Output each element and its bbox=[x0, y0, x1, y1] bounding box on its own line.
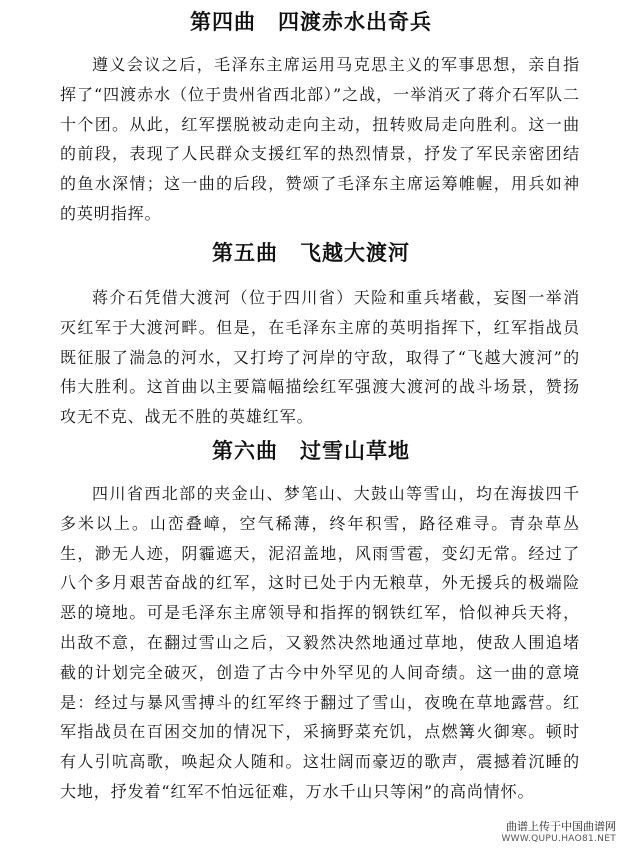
footer-source-text: 曲谱上传于中国曲谱网 bbox=[506, 820, 616, 833]
section-paragraph-5: 蒋介石凭借大渡河（位于四川省）天险和重兵堵截，妄图一举消灭红军于大渡河畔。但是，在毛泽东主席的英明指挥下，红军指战员既征服了湍急的河水，又打垮了河岸的守敌，取得了“飞越大渡河”的伟大胜利。这首曲以主要篇幅描绘红军强渡大渡河的战斗场景，赞扬攻无不克、战无不胜的英雄红军。 bbox=[60, 288, 580, 427]
footer-url-link[interactable]: WWW.QUPU.HAO81.NET bbox=[501, 834, 616, 844]
section-paragraph-4: 遵义会议之后，毛泽东主席运用马克思主义的军事思想，亲自指挥了“四渡赤水（位于贵州省西北部）”之战，一举消灭了蒋介石军队二十个团。从此，红军摆脱被动走向主动，扭转败局走向胜利。这一曲的前段，表现了人民群众支援红军的热烈情景，抒发了军民亲密团结的鱼水深情；这一曲的后段，赞颂了毛泽东主席运筹帷幄，用兵如神的英明指挥。 bbox=[60, 55, 580, 223]
footer-watermark bbox=[501, 821, 616, 845]
section-heading-4: 第四曲 四渡赤水出奇兵 bbox=[190, 10, 432, 34]
section-paragraph-6: 四川省西北部的夹金山、梦笔山、大鼓山等雪山，均在海拔四千多米以上。山峦叠嶂，空气稀薄，终年积雪，路径难寻。青杂草丛生，渺无人迹，阴霾遮天，泥沼盖地，风雨雪雹，变幻无常。经过了八个多月艰苦奋战的红军，这时已处于内无粮草，外无援兵的极端险恶的境地。可是毛泽东主席领导和指挥的钢铁红军，恰似神兵天将，出敌不意，在翻过雪山之后，又毅然决然地通过草地，使敌人围追堵截的计划完全破灭，创造了古今中外罕见的人间奇绩。这一曲的意境是：经过与暴风雪搏斗的红军终于翻过了雪山，夜晚在草地露营。红军指战员在百困交加的情况下，采摘野菜充饥，点燃篝火御寒。顿时有人引吭高歌，唤起众人随和。这壮阔而豪迈的歌声，震撼着沉睡的大地，抒发着“红军不怕远征难，万水千山只等闲”的高尚情怀。 bbox=[60, 484, 580, 801]
section-heading-5: 第五曲 飞越大渡河 bbox=[212, 241, 410, 265]
section-heading-6: 第六曲 过雪山草地 bbox=[212, 439, 410, 463]
